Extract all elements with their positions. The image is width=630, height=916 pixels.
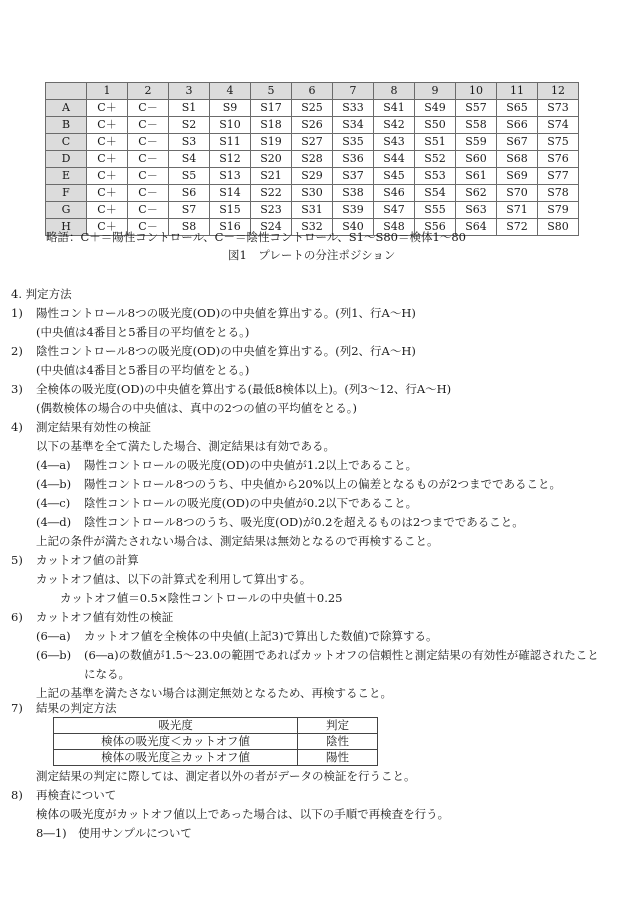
sub-text: 陽性コントロールの吸光度(OD)の中央値が1.2以上であること。 xyxy=(84,458,418,472)
item-intro: 以下の基準を全て満たした場合、測定結果は有効である。 xyxy=(36,439,335,453)
table-row xyxy=(54,750,378,766)
item-text: 結果の判定方法 xyxy=(36,701,117,715)
well-cell: S49 xyxy=(415,100,456,117)
section-title: 4. 判定方法 xyxy=(11,287,72,301)
well-cell: S41 xyxy=(374,100,415,117)
table-row xyxy=(46,168,579,185)
judgment-cell: 陰性 xyxy=(298,734,378,750)
well-cell: S27 xyxy=(292,134,333,151)
judgment-cell: 陽性 xyxy=(298,750,378,766)
well-cell: S24 xyxy=(251,219,292,236)
item-outro: 測定結果の判定に際しては、測定者以外の者がデータの検証を行うこと。 xyxy=(36,769,416,783)
header-cell: 10 xyxy=(456,83,497,100)
cutoff-formula: カットオフ値＝0.5×陰性コントロールの中央値＋0.25 xyxy=(60,591,343,605)
well-cell: S75 xyxy=(538,134,579,151)
well-cell: C＋ xyxy=(87,134,128,151)
sub-text-cont: になる。 xyxy=(84,667,130,681)
well-cell: S44 xyxy=(374,151,415,168)
header-cell xyxy=(46,83,87,100)
row-label-cell: D xyxy=(46,151,87,168)
well-cell: S35 xyxy=(333,134,374,151)
header-cell: 9 xyxy=(415,83,456,100)
sub-text: カットオフ値を全検体の中央値(上記3)で算出した数値)で除算する。 xyxy=(84,629,438,643)
well-cell: S65 xyxy=(497,100,538,117)
row-label-cell: C xyxy=(46,134,87,151)
well-cell: S42 xyxy=(374,117,415,134)
header-cell: 4 xyxy=(210,83,251,100)
header-cell: 3 xyxy=(169,83,210,100)
well-cell: C－ xyxy=(128,219,169,236)
well-cell: S31 xyxy=(292,202,333,219)
well-cell: S55 xyxy=(415,202,456,219)
sub-label: (6―b) xyxy=(36,648,72,662)
well-cell: S64 xyxy=(456,219,497,236)
table-row xyxy=(46,151,579,168)
sub-label: (4―a) xyxy=(36,458,71,472)
condition-cell: 検体の吸光度≧カットオフ値 xyxy=(54,750,298,766)
well-cell: S77 xyxy=(538,168,579,185)
well-cell: C＋ xyxy=(87,202,128,219)
item-note: (中央値は4番目と5番目の平均値をとる。) xyxy=(36,363,250,377)
row-label-cell: E xyxy=(46,168,87,185)
item-outro: 上記の条件が満たされない場合は、測定結果は無効となるので再検すること。 xyxy=(36,534,439,548)
sub-text: (6―a)の数値が1.5～23.0の範囲であればカットオフの信頼性と測定結果の有効性が確認されたこと xyxy=(84,648,599,662)
item-text: 陰性コントロール8つの吸光度(OD)の中央値を算出する。(列2、行A～H) xyxy=(36,344,416,358)
well-cell: C－ xyxy=(128,134,169,151)
well-cell: C＋ xyxy=(87,219,128,236)
well-cell: S68 xyxy=(497,151,538,168)
result-header-row xyxy=(54,718,378,734)
item-text: カットオフ値有効性の検証 xyxy=(36,610,174,624)
item-number: 7) xyxy=(11,701,23,715)
well-cell: S40 xyxy=(333,219,374,236)
well-cell: S30 xyxy=(292,185,333,202)
header-cell: 1 xyxy=(87,83,128,100)
row-label-cell: A xyxy=(46,100,87,117)
item-note: (中央値は4番目と5番目の平均値をとる。) xyxy=(36,325,250,339)
well-cell: S43 xyxy=(374,134,415,151)
table-row xyxy=(46,185,579,202)
well-cell: S62 xyxy=(456,185,497,202)
well-cell: S26 xyxy=(292,117,333,134)
well-cell: S73 xyxy=(538,100,579,117)
item-note: (偶数検体の場合の中央値は、真中の2つの値の平均値をとる。) xyxy=(36,401,358,415)
table-row xyxy=(46,202,579,219)
well-cell: S53 xyxy=(415,168,456,185)
well-cell: S10 xyxy=(210,117,251,134)
row-label-cell: G xyxy=(46,202,87,219)
well-cell: S11 xyxy=(210,134,251,151)
plate-layout-table xyxy=(45,82,579,236)
sub-label: (6―a) xyxy=(36,629,71,643)
item-number: 4) xyxy=(11,420,23,434)
well-cell: S67 xyxy=(497,134,538,151)
well-cell: S78 xyxy=(538,185,579,202)
row-label-cell: F xyxy=(46,185,87,202)
abbreviation-note: 略語：C＋＝陽性コントロール、C－＝陰性コントロール、S1～S80＝検体1～80 xyxy=(46,230,466,244)
well-cell: S5 xyxy=(169,168,210,185)
well-cell: S9 xyxy=(210,100,251,117)
sub-text: 陽性コントロール8つのうち、中央値から20%以上の偏差となるものが2つまでであること。 xyxy=(84,477,561,491)
table-row xyxy=(46,100,579,117)
well-cell: S7 xyxy=(169,202,210,219)
well-cell: S38 xyxy=(333,185,374,202)
well-cell: S6 xyxy=(169,185,210,202)
well-cell: S79 xyxy=(538,202,579,219)
well-cell: S17 xyxy=(251,100,292,117)
plate-header-row xyxy=(46,83,579,100)
well-cell: S60 xyxy=(456,151,497,168)
well-cell: S70 xyxy=(497,185,538,202)
well-cell: C－ xyxy=(128,202,169,219)
well-cell: S63 xyxy=(456,202,497,219)
item-text: カットオフ値の計算 xyxy=(36,553,139,567)
well-cell: S18 xyxy=(251,117,292,134)
well-cell: S80 xyxy=(538,219,579,236)
well-cell: S69 xyxy=(497,168,538,185)
well-cell: S46 xyxy=(374,185,415,202)
item-text: 全検体の吸光度(OD)の中央値を算出する(最低8検体以上)。(列3～12、行A～H) xyxy=(36,382,452,396)
sub-text: 陰性コントロールの吸光度(OD)の中央値が0.2以下であること。 xyxy=(84,496,418,510)
well-cell: S48 xyxy=(374,219,415,236)
header-cell: 8 xyxy=(374,83,415,100)
sub-text: 陰性コントロール8つのうち、吸光度(OD)が0.2を超えるものは2つまでであること。 xyxy=(84,515,524,529)
well-cell: S19 xyxy=(251,134,292,151)
table-row xyxy=(46,134,579,151)
well-cell: S1 xyxy=(169,100,210,117)
well-cell: S45 xyxy=(374,168,415,185)
well-cell: C－ xyxy=(128,185,169,202)
well-cell: S36 xyxy=(333,151,374,168)
well-cell: C＋ xyxy=(87,100,128,117)
well-cell: S76 xyxy=(538,151,579,168)
row-label-cell: B xyxy=(46,117,87,134)
header-cell: 12 xyxy=(538,83,579,100)
well-cell: S13 xyxy=(210,168,251,185)
well-cell: S4 xyxy=(169,151,210,168)
well-cell: S39 xyxy=(333,202,374,219)
item-text: 測定結果有効性の検証 xyxy=(36,420,151,434)
item-outro: 上記の基準を満たさない場合は測定無効となるため、再検すること。 xyxy=(36,686,393,700)
well-cell: S72 xyxy=(497,219,538,236)
item-number: 3) xyxy=(11,382,23,396)
well-cell: S2 xyxy=(169,117,210,134)
well-cell: S47 xyxy=(374,202,415,219)
well-cell: C－ xyxy=(128,168,169,185)
well-cell: C－ xyxy=(128,151,169,168)
well-cell: S54 xyxy=(415,185,456,202)
item-number: 6) xyxy=(11,610,23,624)
well-cell: S25 xyxy=(292,100,333,117)
well-cell: S3 xyxy=(169,134,210,151)
well-cell: S32 xyxy=(292,219,333,236)
sub-label: (4―d) xyxy=(36,515,72,529)
header-cell: 判定 xyxy=(298,718,378,734)
well-cell: S23 xyxy=(251,202,292,219)
well-cell: C－ xyxy=(128,100,169,117)
well-cell: S50 xyxy=(415,117,456,134)
sub-heading: 8―1) 使用サンプルについて xyxy=(36,826,192,840)
well-cell: S12 xyxy=(210,151,251,168)
well-cell: S14 xyxy=(210,185,251,202)
result-judgment-table xyxy=(53,717,378,766)
well-cell: S16 xyxy=(210,219,251,236)
figure-caption: 図1 プレートの分注ポジション xyxy=(228,248,396,262)
item-number: 1) xyxy=(11,306,23,320)
well-cell: S22 xyxy=(251,185,292,202)
well-cell: S21 xyxy=(251,168,292,185)
condition-cell: 検体の吸光度＜カットオフ値 xyxy=(54,734,298,750)
well-cell: S61 xyxy=(456,168,497,185)
sub-label: (4―b) xyxy=(36,477,72,491)
well-cell: S58 xyxy=(456,117,497,134)
item-text: 再検査について xyxy=(36,788,117,802)
well-cell: S56 xyxy=(415,219,456,236)
well-cell: C＋ xyxy=(87,117,128,134)
well-cell: S51 xyxy=(415,134,456,151)
header-cell: 2 xyxy=(128,83,169,100)
well-cell: S29 xyxy=(292,168,333,185)
item-intro: 検体の吸光度がカットオフ値以上であった場合は、以下の手順で再検査を行う。 xyxy=(36,807,450,821)
well-cell: S37 xyxy=(333,168,374,185)
well-cell: S71 xyxy=(497,202,538,219)
header-cell: 11 xyxy=(497,83,538,100)
well-cell: C＋ xyxy=(87,151,128,168)
table-row xyxy=(54,734,378,750)
well-cell: C＋ xyxy=(87,168,128,185)
item-intro: カットオフ値は、以下の計算式を利用して算出する。 xyxy=(36,572,312,586)
row-label-cell: H xyxy=(46,219,87,236)
well-cell: S74 xyxy=(538,117,579,134)
header-cell: 吸光度 xyxy=(54,718,298,734)
well-cell: S34 xyxy=(333,117,374,134)
well-cell: S66 xyxy=(497,117,538,134)
table-row xyxy=(46,117,579,134)
well-cell: S8 xyxy=(169,219,210,236)
well-cell: S59 xyxy=(456,134,497,151)
item-number: 5) xyxy=(11,553,23,567)
item-number: 8) xyxy=(11,788,23,802)
well-cell: S57 xyxy=(456,100,497,117)
header-cell: 5 xyxy=(251,83,292,100)
header-cell: 6 xyxy=(292,83,333,100)
well-cell: S52 xyxy=(415,151,456,168)
header-cell: 7 xyxy=(333,83,374,100)
item-text: 陽性コントロール8つの吸光度(OD)の中央値を算出する。(列1、行A～H) xyxy=(36,306,416,320)
well-cell: C－ xyxy=(128,117,169,134)
well-cell: S33 xyxy=(333,100,374,117)
well-cell: C＋ xyxy=(87,185,128,202)
sub-label: (4―c) xyxy=(36,496,71,510)
well-cell: S15 xyxy=(210,202,251,219)
item-number: 2) xyxy=(11,344,23,358)
well-cell: S20 xyxy=(251,151,292,168)
well-cell: S28 xyxy=(292,151,333,168)
